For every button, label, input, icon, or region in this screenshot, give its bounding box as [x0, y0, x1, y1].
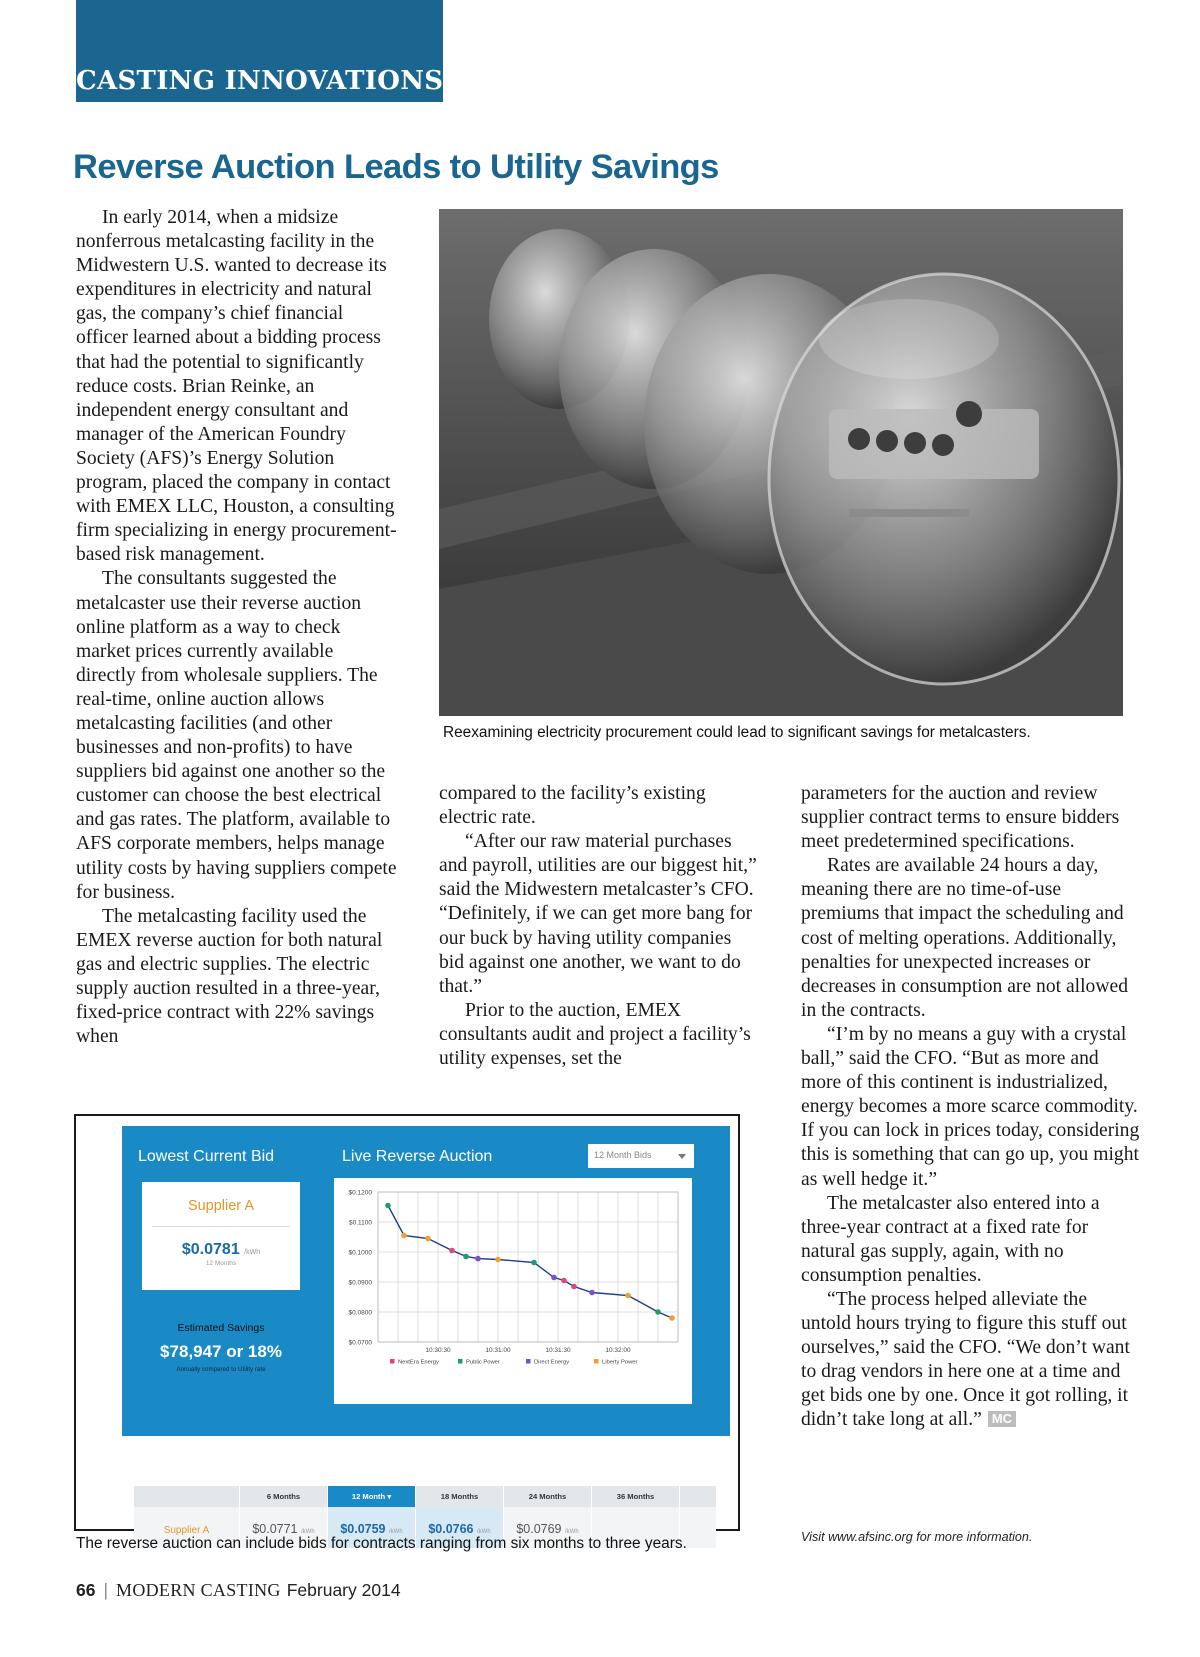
article-column-1 — [76, 206, 398, 1049]
table-header[interactable]: 36 Months — [592, 1486, 680, 1507]
table-header — [134, 1486, 240, 1507]
bid-point — [495, 1257, 501, 1263]
bid-point — [571, 1284, 577, 1290]
lowest-bid-heading: Lowest Current Bid — [138, 1148, 275, 1165]
legend-swatch — [526, 1359, 531, 1364]
legend-label: Direct Energy — [534, 1359, 570, 1366]
cell-value: $0.0769 — [516, 1522, 562, 1536]
x-tick-label: 10:31:30 — [545, 1347, 571, 1354]
paragraph: In early 2014, when a midsize nonferrous metalcasting facility in the Midwestern U.S. wanted to decrease its expenditures in electricity and natural gas, the company’s chief financial officer learned about a bidding process that had the potential to significantly reduce costs. Brian Reinke, an independent energy consultant and manager of the American Foundry Society (AFS)’s Energy Solution program, placed the company in contact with EMEX LLC, Houston, a consulting firm specializing in energy procurement-based risk management. — [76, 207, 397, 566]
page-number: 66 — [76, 1580, 96, 1600]
magazine-name: MODERN CASTING — [116, 1580, 281, 1600]
bid-point — [561, 1278, 567, 1284]
figure-caption: The reverse auction can include bids for contracts ranging from six months to three years. — [76, 1535, 687, 1552]
paragraph: The metalcasting facility used the EMEX reverse auction for both natural gas and electric supplies. The electric supply auction resulted in a three-year, fixed-price contract with 22% savings when — [76, 905, 383, 1048]
dropdown-value: 12 Month Bids — [594, 1150, 652, 1160]
table-header-spacer — [680, 1486, 716, 1507]
y-tick-label: $0.0900 — [348, 1279, 372, 1287]
y-tick-label: $0.1100 — [348, 1219, 372, 1227]
bid-point — [655, 1309, 661, 1315]
table-header[interactable]: 18 Months — [416, 1486, 504, 1507]
section-tab — [76, 0, 443, 102]
bid-point — [589, 1290, 595, 1296]
x-tick-label: 10:30:30 — [425, 1347, 451, 1354]
cell-value: $0.0766 — [428, 1522, 474, 1536]
paragraph: The consultants suggested the metalcaster use their reverse auction online platform as a way to check market prices currently available directly from wholesale suppliers. The real-time, online auction allows metalcasting facilities (and other businesses and non-profits) to have suppliers bid against one another so the customer can choose the best electrical and gas rates. The platform, available to AFS corporate members, helps manage utility costs by having suppliers compete for business. — [76, 568, 397, 903]
legend-label: NextEra Energy — [398, 1359, 439, 1366]
bid-term: 12 Months — [205, 1260, 237, 1267]
bid-price-value: $0.0781 — [181, 1241, 240, 1258]
paragraph: The metalcaster also entered into a three-year contract at a fixed rate for natural gas supply, again, with no consumption penalties. — [801, 1192, 1100, 1286]
article-column-2 — [439, 782, 761, 1071]
bid-point — [425, 1236, 431, 1242]
y-tick-label: $0.0700 — [348, 1339, 372, 1347]
legend-swatch — [458, 1359, 463, 1364]
cell-unit: /kWh — [301, 1529, 315, 1535]
estimated-savings-value: $78,947 or 18% — [160, 1342, 282, 1361]
end-mark-badge: MC — [988, 1411, 1016, 1427]
photo-caption: Reexamining electricity procurement could lead to significant savings for metalcasters. — [443, 724, 1031, 741]
chevron-down-icon — [678, 1154, 686, 1159]
legend-label: Public Power — [466, 1359, 500, 1366]
cell-value: $0.0759 — [340, 1522, 386, 1536]
page-footer — [76, 1580, 401, 1601]
article-column-3 — [801, 782, 1141, 1433]
legend-label: Liberty Power — [602, 1359, 638, 1366]
paragraph: compared to the facility’s existing electric rate. — [439, 783, 706, 829]
paragraph: “After our raw material purchases and payroll, utilities are our biggest hit,” said the Midwestern metalcaster’s CFO. “Definitely, if we can get more bang for our buck by having utility companies bid against one another, we want to do that.” — [439, 831, 757, 997]
auction-dashboard-figure — [74, 1114, 740, 1536]
paragraph — [801, 1288, 1141, 1433]
bid-price — [142, 1241, 300, 1259]
paragraph: “I’m by no means a guy with a crystal ball,” said the CFO. “But as more and more of this continent is industrialized, energy becomes a more scarce commodity. If you can lock in prices today, considering this is something that can go up, you might as well hedge it.” — [801, 1023, 1140, 1190]
bid-point — [449, 1248, 455, 1254]
bid-price-unit: /kWh — [244, 1249, 261, 1256]
bid-point — [385, 1203, 391, 1209]
bid-point — [401, 1233, 407, 1239]
bid-supplier: Supplier A — [187, 1198, 255, 1214]
bid-chart-svg — [334, 1178, 692, 1404]
legend-swatch — [390, 1359, 395, 1364]
y-tick-label: $0.1200 — [348, 1189, 372, 1197]
table-header-row — [134, 1486, 716, 1507]
visit-note: Visit www.afsinc.org for more information. — [801, 1530, 1033, 1544]
y-tick-label: $0.0800 — [348, 1309, 372, 1317]
cell-unit: /kWh — [565, 1529, 579, 1535]
live-auction-heading: Live Reverse Auction — [342, 1148, 493, 1165]
article-headline: Reverse Auction Leads to Utility Savings — [73, 148, 719, 186]
x-tick-label: 10:31:00 — [485, 1347, 511, 1354]
bid-point — [551, 1275, 557, 1281]
cell-value: $0.0771 — [252, 1522, 298, 1536]
chevron-down-icon: ▾ — [387, 1492, 392, 1501]
meters-illustration — [439, 209, 1123, 716]
y-tick-label: $0.1000 — [348, 1249, 372, 1257]
bid-point — [625, 1293, 631, 1299]
divider — [152, 1226, 290, 1227]
plot-frame — [378, 1192, 678, 1342]
paragraph: parameters for the auction and review supplier contract terms to ensure bidders meet predetermined specifications. — [801, 783, 1120, 853]
paragraph-text: “The process helped alleviate the untold hours trying to figure this stuff out ourselves,” said the CFO. “We don’t want to drag vendors in here one at a time and get bids one by one. Once it got rolling, it didn’t take long at all.” — [801, 1288, 1130, 1431]
bid-point — [463, 1254, 469, 1260]
bid-chart — [334, 1178, 692, 1404]
table-row-label: Supplier A — [134, 1507, 240, 1548]
cell-unit: /kWh — [389, 1529, 403, 1535]
table-header[interactable]: 24 Months — [504, 1486, 592, 1507]
table-header-selected[interactable] — [328, 1486, 416, 1507]
cell-unit: /kWh — [477, 1529, 491, 1535]
estimated-savings-note: Annually compared to Utility rate — [176, 1366, 266, 1373]
auction-dashboard — [122, 1126, 730, 1436]
lowest-bid-card — [142, 1182, 300, 1290]
electric-meters-photo — [439, 209, 1123, 716]
issue-date: February 2014 — [286, 1580, 401, 1600]
bid-point — [475, 1256, 481, 1262]
x-tick-label: 10:32:00 — [605, 1347, 631, 1354]
section-label: CASTING INNOVATIONS — [76, 66, 444, 96]
paragraph: Prior to the auction, EMEX consultants audit and project a facility’s utility expenses, set the — [439, 999, 751, 1070]
table-header[interactable]: 6 Months — [240, 1486, 328, 1507]
bid-term-dropdown[interactable] — [588, 1144, 694, 1168]
bid-point — [669, 1315, 675, 1321]
table-header-label: 12 Month — [351, 1492, 386, 1501]
estimated-savings-label: Estimated Savings — [177, 1322, 265, 1334]
footer-separator: | — [103, 1580, 109, 1600]
paragraph: Rates are available 24 hours a day, meaning there are no time-of-use premiums that impact the scheduling and cost of melting operations. Additionally, penalties for unexpected increases or decreases in consumption are not allowed in the contracts. — [801, 855, 1128, 1021]
bid-point — [531, 1260, 537, 1266]
legend-swatch — [594, 1359, 599, 1364]
